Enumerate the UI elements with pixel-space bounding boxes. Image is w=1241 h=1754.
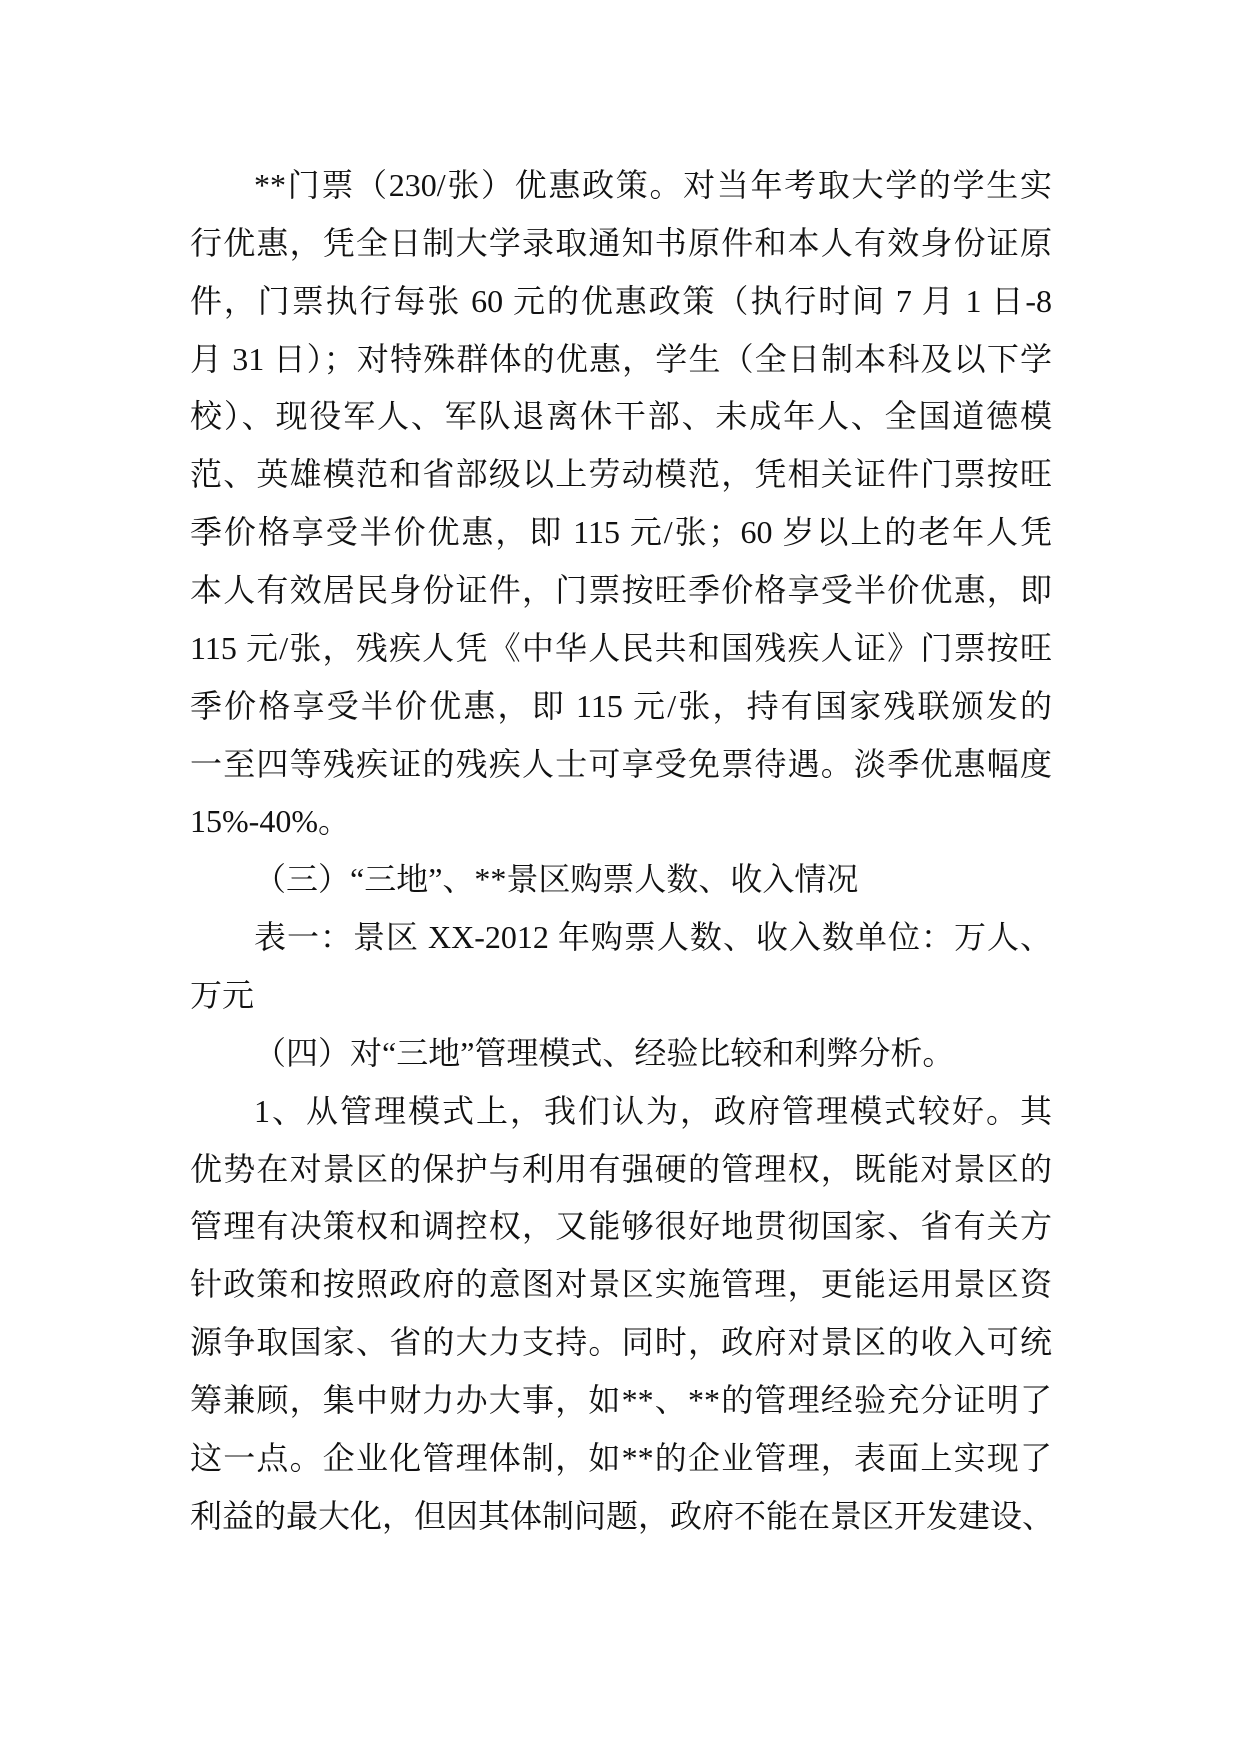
table-caption bbox=[190, 909, 1052, 1025]
paragraph-ticket-policy bbox=[190, 157, 1052, 851]
text-line: 校）、现役军人、军队退离休干部、未成年人、全国道德模 bbox=[190, 398, 1052, 435]
text-line: 源争取国家、省的大力支持。同时，政府对景区的收入可统 bbox=[190, 1324, 1052, 1361]
text-line: 针政策和按照政府的意图对景区实施管理，更能运用景区资 bbox=[190, 1266, 1052, 1303]
text-line: 一至四等残疾证的残疾人士可享受免票待遇。淡季优惠幅度 bbox=[190, 745, 1052, 782]
text-line: 这一点。企业化管理体制，如**的企业管理，表面上实现了 bbox=[190, 1439, 1052, 1476]
text-line: 管理有决策权和调控权，又能够很好地贯彻国家、省有关方 bbox=[190, 1208, 1052, 1245]
text-line: 15%-40%。 bbox=[190, 803, 350, 840]
text-line: 件，门票执行每张 60 元的优惠政策（执行时间 7 月 1 日-8 bbox=[190, 282, 1052, 319]
text-line: 利益的最大化，但因其体制问题，政府不能在景区开发建设、 bbox=[190, 1497, 1055, 1534]
text-line: 115 元/张，残疾人凭《中华人民共和国残疾人证》门票按旺 bbox=[190, 629, 1052, 666]
text-line: 季价格享受半价优惠，即 115 元/张；60 岁以上的老年人凭 bbox=[190, 514, 1052, 551]
text-line: 本人有效居民身份证件，门票按旺季价格享受半价优惠，即 bbox=[190, 572, 1052, 609]
paragraph-management-comparison bbox=[190, 1083, 1055, 1546]
section-heading-text: （三）“三地”、**景区购票人数、收入情况 bbox=[254, 861, 859, 898]
document-body bbox=[190, 157, 1055, 1546]
table-caption-line: 表一：景区 XX-2012 年购票人数、收入数单位：万人、 bbox=[254, 919, 1052, 956]
table-caption-line: 万元 bbox=[190, 977, 255, 1014]
text-line: 筹兼顾，集中财力办大事，如**、**的管理经验充分证明了 bbox=[190, 1382, 1052, 1419]
text-line: 优势在对景区的保护与利用有强硬的管理权，既能对景区的 bbox=[190, 1150, 1052, 1187]
text-line: 季价格享受半价优惠，即 115 元/张，持有国家残联颁发的 bbox=[190, 687, 1052, 724]
text-line: 范、英雄模范和省部级以上劳动模范，凭相关证件门票按旺 bbox=[190, 456, 1052, 493]
text-line: 月 31 日）；对特殊群体的优惠，学生（全日制本科及以下学 bbox=[190, 340, 1052, 377]
section-heading-4 bbox=[190, 1025, 1052, 1083]
section-heading-text: （四）对“三地”管理模式、经验比较和利弊分析。 bbox=[254, 1034, 955, 1071]
text-line: 行优惠，凭全日制大学录取通知书原件和本人有效身份证原 bbox=[190, 224, 1052, 261]
text-line: 1、从管理模式上，我们认为，政府管理模式较好。其 bbox=[254, 1092, 1052, 1129]
text-line: **门票（230/张）优惠政策。对当年考取大学的学生实 bbox=[254, 167, 1052, 203]
section-heading-3 bbox=[190, 851, 1052, 909]
